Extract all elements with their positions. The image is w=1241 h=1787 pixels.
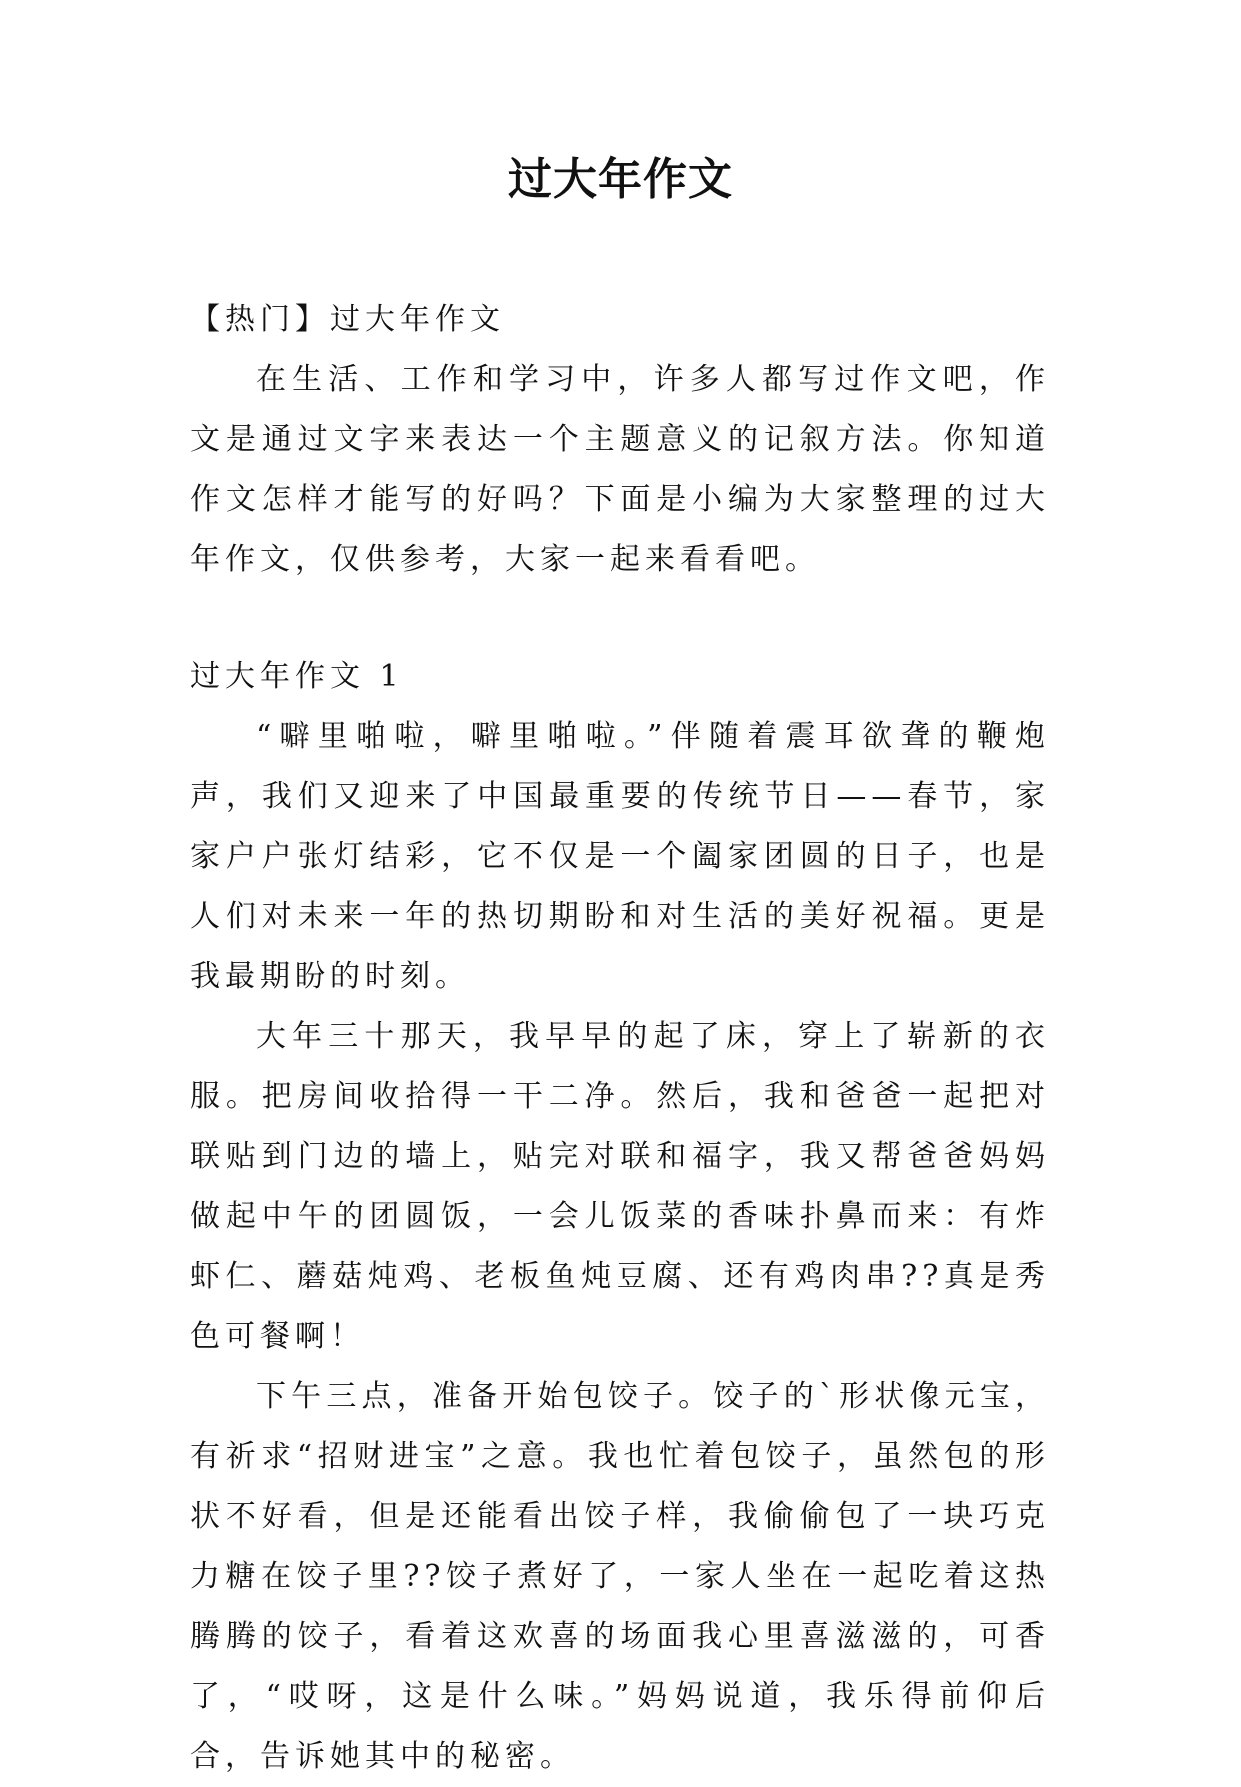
document-body	[190, 290, 1050, 1787]
essay-paragraph-2: 大年三十那天，我早早的起了床，穿上了崭新的衣服。把房间收拾得一干二净。然后，我和爸爸一起把对联贴到门边的墙上，贴完对联和福字，我又帮爸爸妈妈做起中午的团圆饭，一会儿饭菜的香味扑鼻而来：有炸虾仁、蘑菇炖鸡、老板鱼炖豆腐、还有鸡肉串??真是秀色可餐啊！	[190, 1019, 1050, 1354]
intro-heading: 【热门】过大年作文	[190, 302, 505, 337]
intro-paragraph: 在生活、工作和学习中，许多人都写过作文吧，作文是通过文字来表达一个主题意义的记叙方法。你知道作文怎样才能写的好吗？下面是小编为大家整理的过大年作文，仅供参考，大家一起来看看吧。	[190, 362, 1050, 577]
document-title: 过大年作文	[508, 154, 733, 205]
essay-paragraph-1: “噼里啪啦，噼里啪啦。”伴随着震耳欲聋的鞭炮声，我们又迎来了中国最重要的传统节日——春节，家家户户张灯结彩，它不仅是一个阖家团圆的日子，也是人们对未来一年的热切期盼和对生活的美好祝福。更是我最期盼的时刻。	[190, 719, 1050, 994]
section-spacer	[190, 590, 1050, 647]
essay-heading: 过大年作文 1	[190, 659, 404, 694]
essay-paragraph-3: 下午三点，准备开始包饺子。饺子的`形状像元宝，有祈求“招财进宝”之意。我也忙着包饺子，虽然包的形状不好看，但是还能看出饺子样，我偷偷包了一块巧克力糖在饺子里??饺子煮好了，一家人坐在一起吃着这热腾腾的饺子，看着这欢喜的场面我心里喜滋滋的，可香了，“哎呀，这是什么味。”妈妈说道，我乐得前仰后合，告诉她其中的秘密。	[190, 1379, 1050, 1774]
